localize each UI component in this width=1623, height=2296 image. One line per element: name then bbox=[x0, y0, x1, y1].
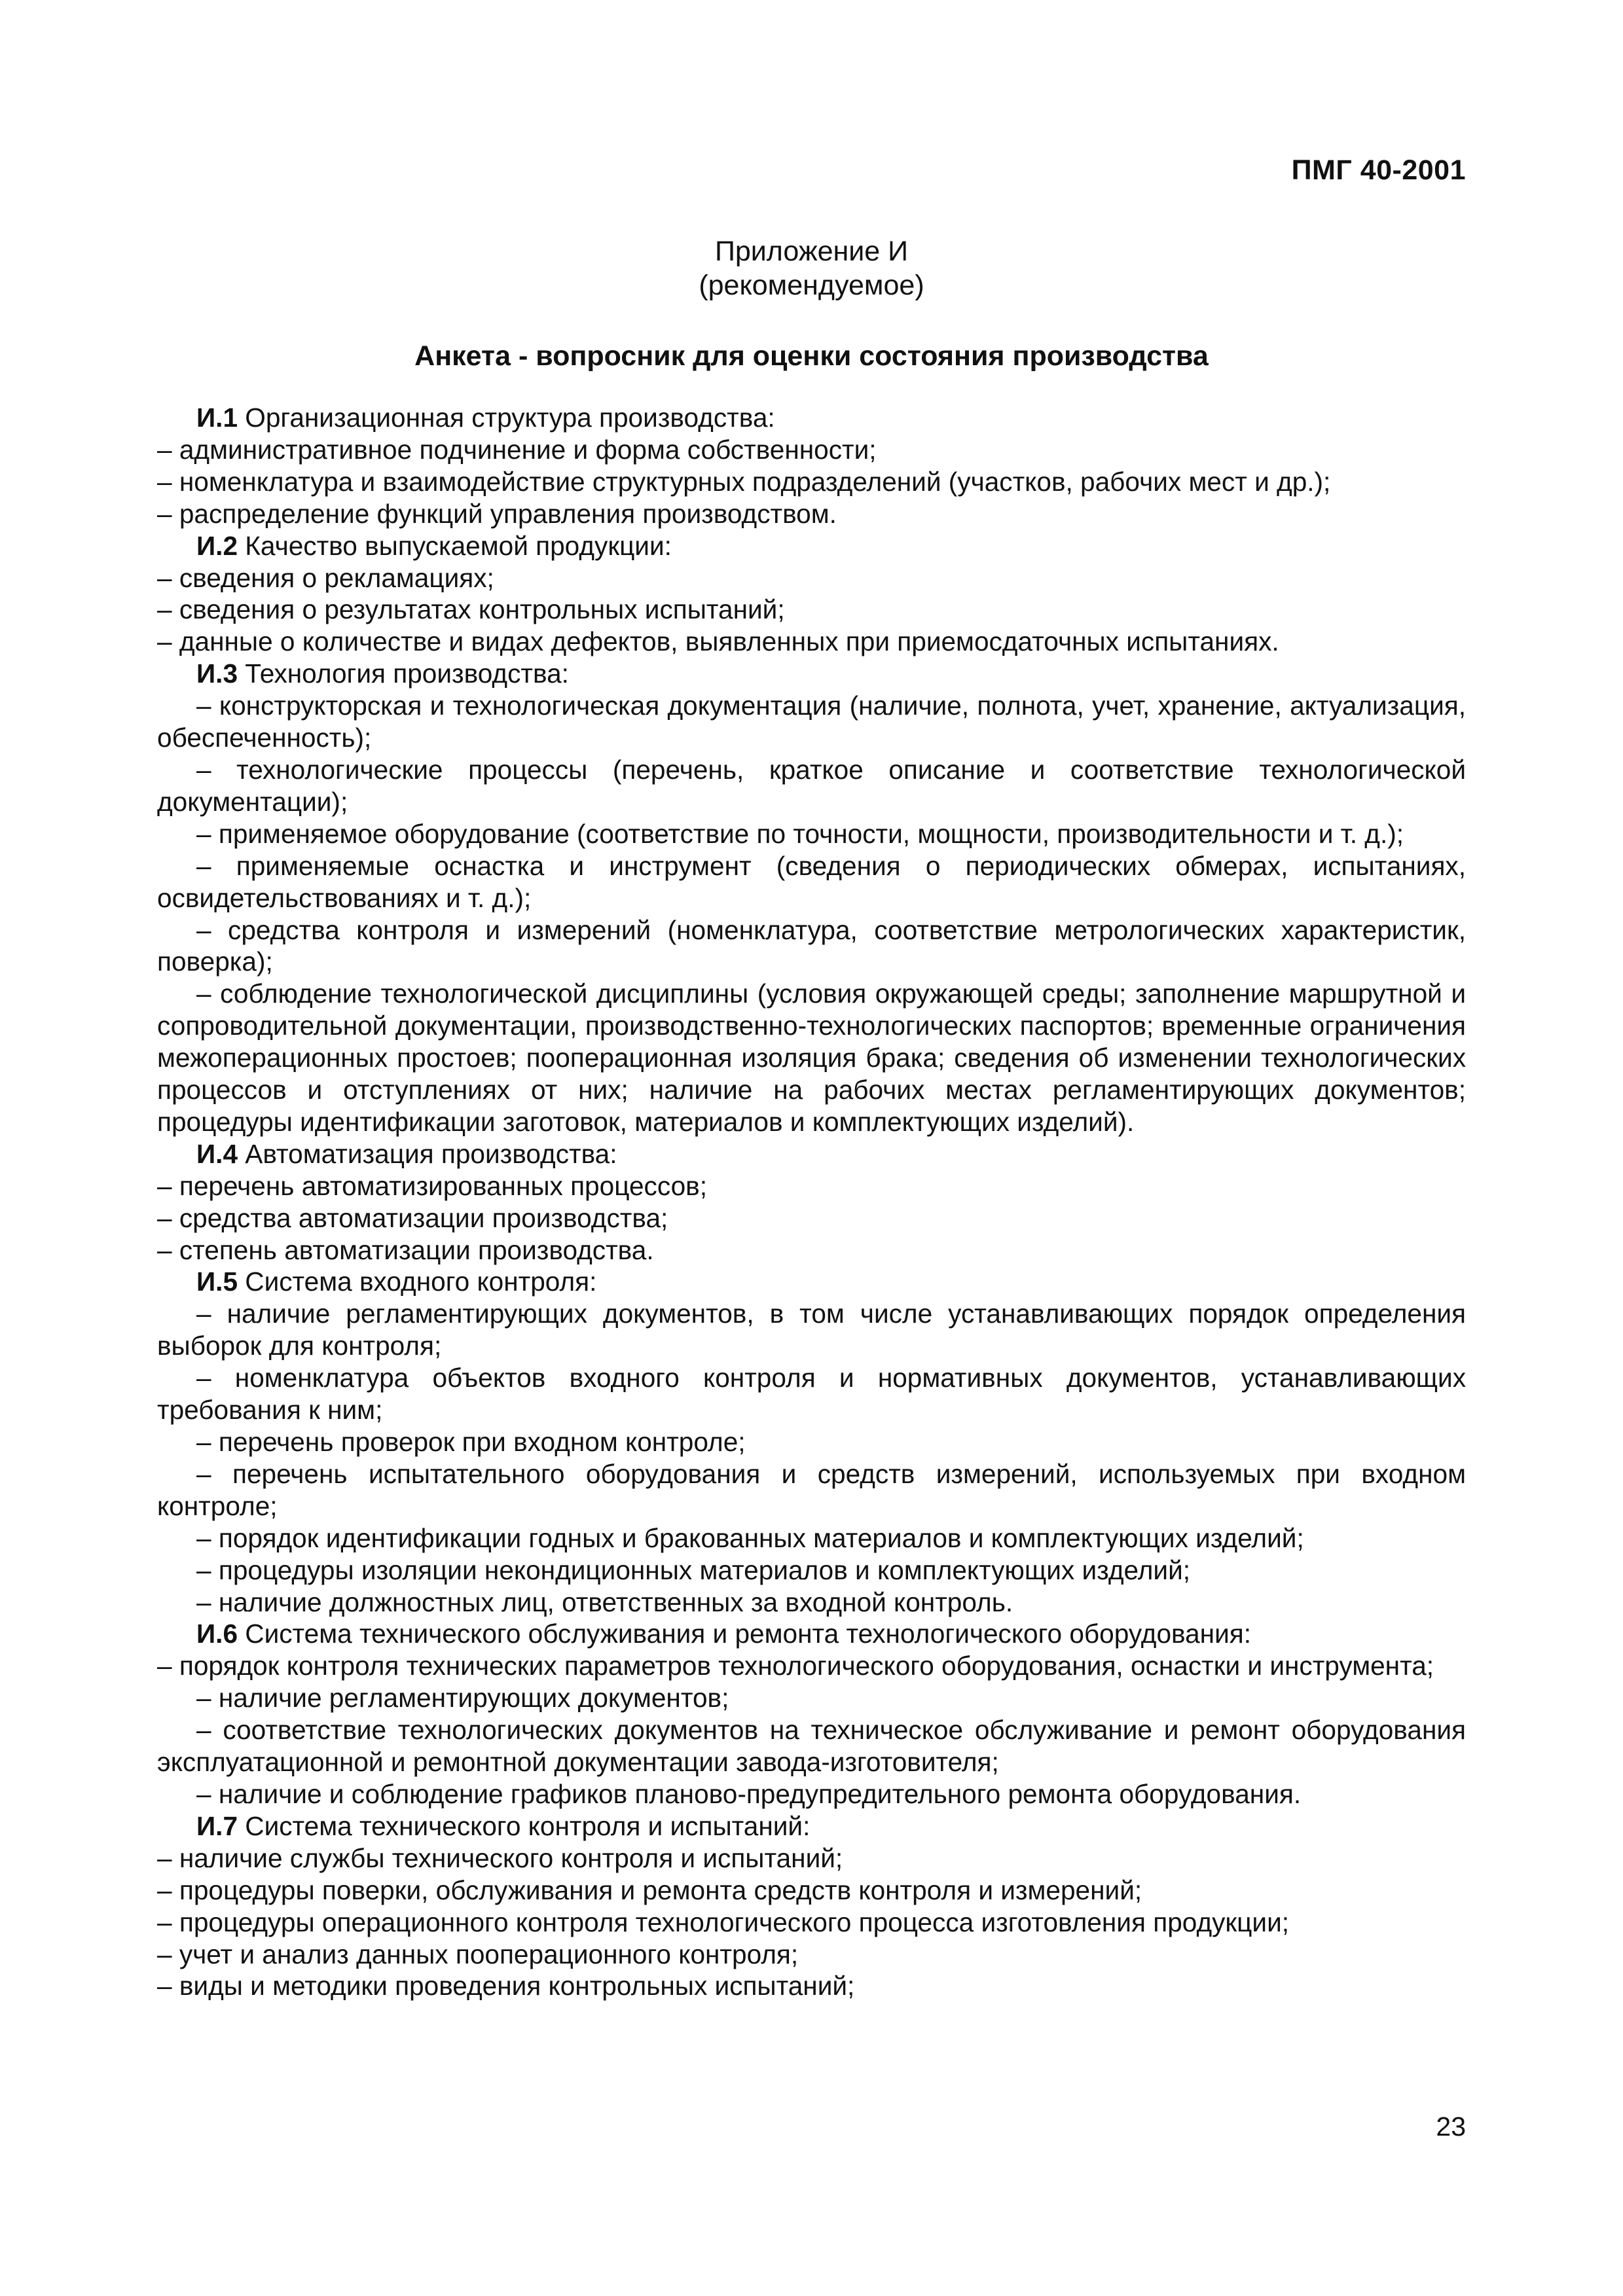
list-item: – перечень проверок при входном контроле; bbox=[196, 1427, 746, 1457]
list-item: – наличие регламентирующих документов, в том числе устанавливающих порядок определения выборок для контроля; bbox=[157, 1299, 1466, 1361]
appendix-title: Приложение И bbox=[714, 236, 909, 267]
list-item: – наличие и соблюдение графиков планово-предупредительного ремонта оборудования. bbox=[196, 1778, 1302, 1809]
list-item: – сведения о рекламациях; bbox=[157, 562, 494, 593]
list-item: – процедуры изоляции некондиционных материалов и комплектующих изделий; bbox=[196, 1554, 1191, 1585]
section-heading bbox=[157, 402, 1466, 434]
section-7 bbox=[157, 1810, 1466, 2002]
list-item: – наличие должностных лиц, ответственных за входной контроль. bbox=[196, 1587, 1013, 1617]
list-item: – конструкторская и технологическая документация (наличие, полнота, учет, хранение, актуализация, обеспеченность); bbox=[157, 691, 1466, 753]
questionnaire-heading: Анкета - вопросник для оценки состояния производства bbox=[414, 340, 1209, 372]
section-title: Организационная структура производства: bbox=[238, 403, 775, 433]
section-number: И.2 bbox=[196, 530, 238, 561]
section-title: Система технического обслуживания и ремонта технологического оборудования: bbox=[238, 1619, 1252, 1649]
section-heading bbox=[157, 1618, 1466, 1650]
list-item: – номенклатура объектов входного контроля и нормативных документов, устанавливающих требования к ним; bbox=[157, 1363, 1466, 1426]
list-item: – порядок контроля технических параметров технологического оборудования, оснастки и инструмента; bbox=[157, 1651, 1434, 1681]
list-item: – сведения о результатах контрольных испытаний; bbox=[157, 594, 785, 625]
document-code: ПМГ 40-2001 bbox=[1291, 154, 1466, 186]
list-item: – степень автоматизации производства. bbox=[157, 1234, 654, 1265]
section-number: И.7 bbox=[196, 1810, 238, 1841]
list-item: – номенклатура и взаимодействие структурных подразделений (участков, рабочих мест и др.); bbox=[157, 466, 1331, 497]
section-title: Система входного контроля: bbox=[238, 1266, 597, 1297]
list-item: – технологические процессы (перечень, краткое описание и соответствие технологической документации); bbox=[157, 754, 1466, 817]
list-item: – соблюдение технологической дисциплины (условия окружающей среды; заполнение маршрутной и сопроводительной документации, производственно-технологических паспортов; временные ограничения межоперационных простоев; пооперационная изоляция брака; сведения об изменении технологических процессов и отступлениях от них; наличие на рабочих местах регламентирующих документов; процедуры идентификации заготовок, материалов и комплектующих изделий). bbox=[157, 978, 1466, 1137]
appendix-status: (рекомендуемое) bbox=[699, 270, 924, 301]
section-heading bbox=[157, 1266, 1466, 1298]
section-number: И.6 bbox=[196, 1619, 238, 1649]
section-3 bbox=[157, 658, 1466, 1138]
questionnaire-body bbox=[157, 402, 1466, 2002]
list-item: – перечень испытательного оборудования и средств измерений, используемых при входном контроле; bbox=[157, 1458, 1466, 1521]
section-number: И.3 bbox=[196, 658, 238, 689]
section-title: Система технического контроля и испытаний: bbox=[238, 1810, 811, 1841]
list-item: – порядок идентификации годных и бракованных материалов и комплектующих изделий; bbox=[196, 1522, 1304, 1553]
section-title: Технология производства: bbox=[238, 658, 569, 689]
list-item: – распределение функций управления производством. bbox=[157, 498, 837, 529]
section-heading bbox=[157, 1810, 1466, 1842]
list-item: – данные о количестве и видах дефектов, выявленных при приемосдаточных испытаниях. bbox=[157, 626, 1279, 657]
list-item: – средства автоматизации производства; bbox=[157, 1202, 668, 1233]
page-number: 23 bbox=[1436, 2111, 1466, 2142]
list-item: – административное подчинение и форма собственности; bbox=[157, 434, 877, 465]
section-title: Качество выпускаемой продукции: bbox=[238, 530, 672, 561]
section-4 bbox=[157, 1138, 1466, 1266]
section-number: И.1 bbox=[196, 403, 238, 433]
list-item: – процедуры операционного контроля технологического процесса изготовления продукции; bbox=[157, 1907, 1290, 1937]
list-item: – процедуры поверки, обслуживания и ремонта средств контроля и измерений; bbox=[157, 1874, 1142, 1905]
section-heading bbox=[157, 530, 1466, 562]
section-1 bbox=[157, 402, 1466, 530]
section-heading bbox=[157, 658, 1466, 690]
list-item: – перечень автоматизированных процессов; bbox=[157, 1170, 707, 1201]
list-item: – учет и анализ данных пооперационного контроля; bbox=[157, 1939, 799, 1969]
list-item: – виды и методики проведения контрольных испытаний; bbox=[157, 1971, 855, 2001]
section-title: Автоматизация производства: bbox=[238, 1138, 617, 1169]
list-item: – наличие регламентирующих документов; bbox=[196, 1683, 729, 1713]
list-item: – применяемые оснастка и инструмент (сведения о периодических обмерах, испытаниях, освидетельствованиях и т. д.); bbox=[157, 850, 1466, 913]
section-5 bbox=[157, 1266, 1466, 1618]
list-item: – наличие службы технического контроля и испытаний; bbox=[157, 1842, 843, 1873]
section-2 bbox=[157, 530, 1466, 658]
section-number: И.5 bbox=[196, 1266, 238, 1297]
list-item: – соответствие технологических документов на техническое обслуживание и ремонт оборудования эксплуатационной и ремонтной документации завода-изготовителя; bbox=[157, 1715, 1466, 1778]
list-item: – применяемое оборудование (соответствие по точности, мощности, производительности и т. д.); bbox=[196, 818, 1404, 849]
section-6 bbox=[157, 1618, 1466, 1810]
section-number: И.4 bbox=[196, 1138, 238, 1169]
list-item: – средства контроля и измерений (номенклатура, соответствие метрологических характеристик, поверка); bbox=[157, 914, 1466, 977]
section-heading bbox=[157, 1138, 1466, 1170]
